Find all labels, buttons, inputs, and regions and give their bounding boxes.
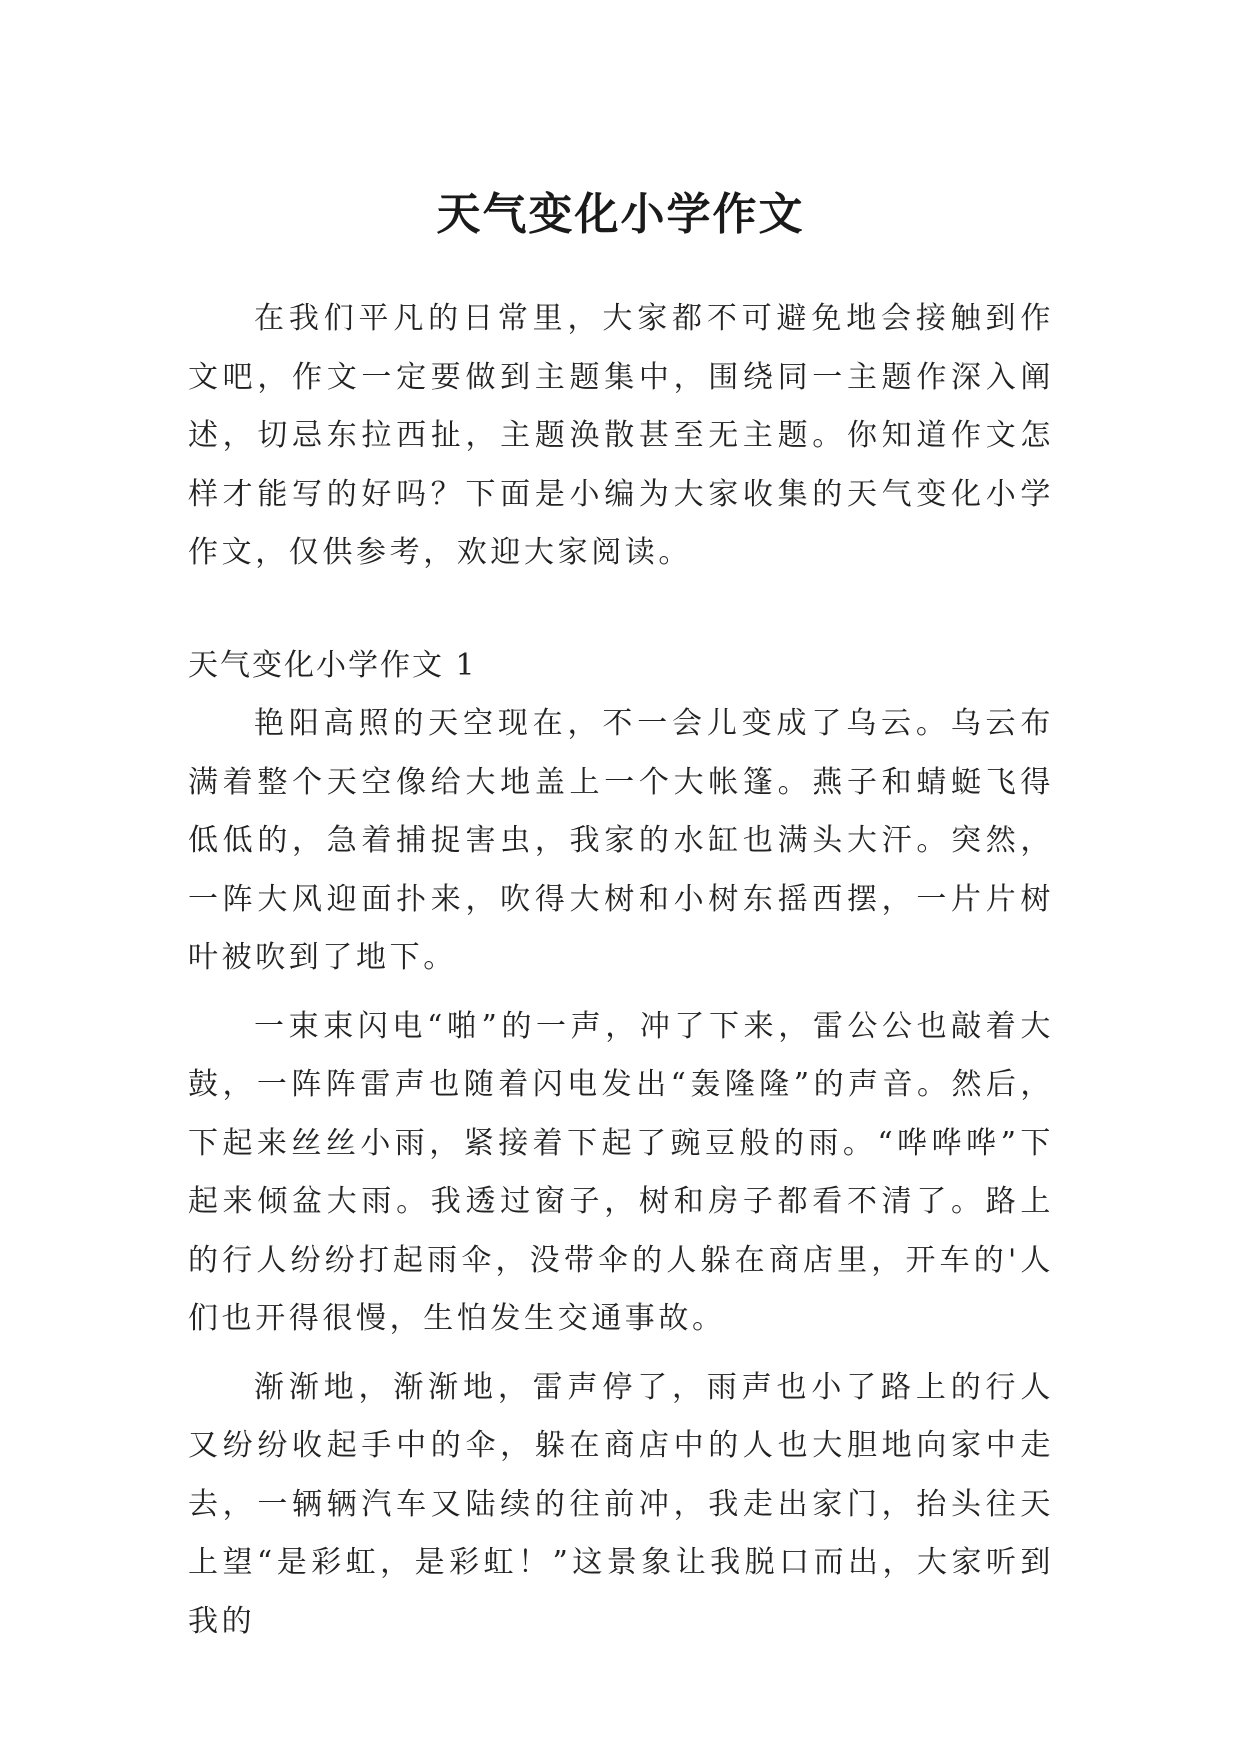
intro-paragraph: 在我们平凡的日常里，大家都不可避免地会接触到作文吧，作文一定要做到主题集中，围绕同一主题作深入阐述，切忌东拉西扯，主题涣散甚至无主题。你知道作文怎样才能写的好吗？下面是小编为大家收集的天气变化小学作文，仅供参考，欢迎大家阅读。 xyxy=(188,301,1054,570)
essay-paragraph-1: 艳阳高照的天空现在，不一会儿变成了乌云。乌云布满着整个天空像给大地盖上一个大帐篷。燕子和蜻蜓飞得低低的，急着捕捉害虫，我家的水缸也满头大汗。突然，一阵大风迎面扑来，吹得大树和小树东摇西摆，一片片树叶被吹到了地下。 xyxy=(188,706,1054,975)
intro-block xyxy=(188,290,1054,583)
section-heading: 天气变化小学作文 1 xyxy=(188,648,477,683)
essay-body xyxy=(188,695,1054,1651)
essay-paragraph-3: 渐渐地，渐渐地，雷声停了，雨声也小了路上的行人又纷纷收起手中的伞，躲在商店中的人也大胆地向家中走去，一辆辆汽车又陆续的往前冲，我走出家门，抬头往天上望“是彩虹，是彩虹！”这景象让我脱口而出，大家听到我的 xyxy=(188,1369,1054,1639)
document-title: 天气变化小学作文 xyxy=(436,189,805,241)
essay-paragraph-2: 一束束闪电“啪”的一声，冲了下来，雷公公也敲着大鼓，一阵阵雷声也随着闪电发出“轰隆隆”的声音。然后，下起来丝丝小雨，紧接着下起了豌豆般的雨。“哗哗哗”下起来倾盆大雨。我透过窗子，树和房子都看不清了。路上的行人纷纷打起雨伞，没带伞的人躲在商店里，开车的'人们也开得很慢，生怕发生交通事故。 xyxy=(188,1008,1054,1336)
